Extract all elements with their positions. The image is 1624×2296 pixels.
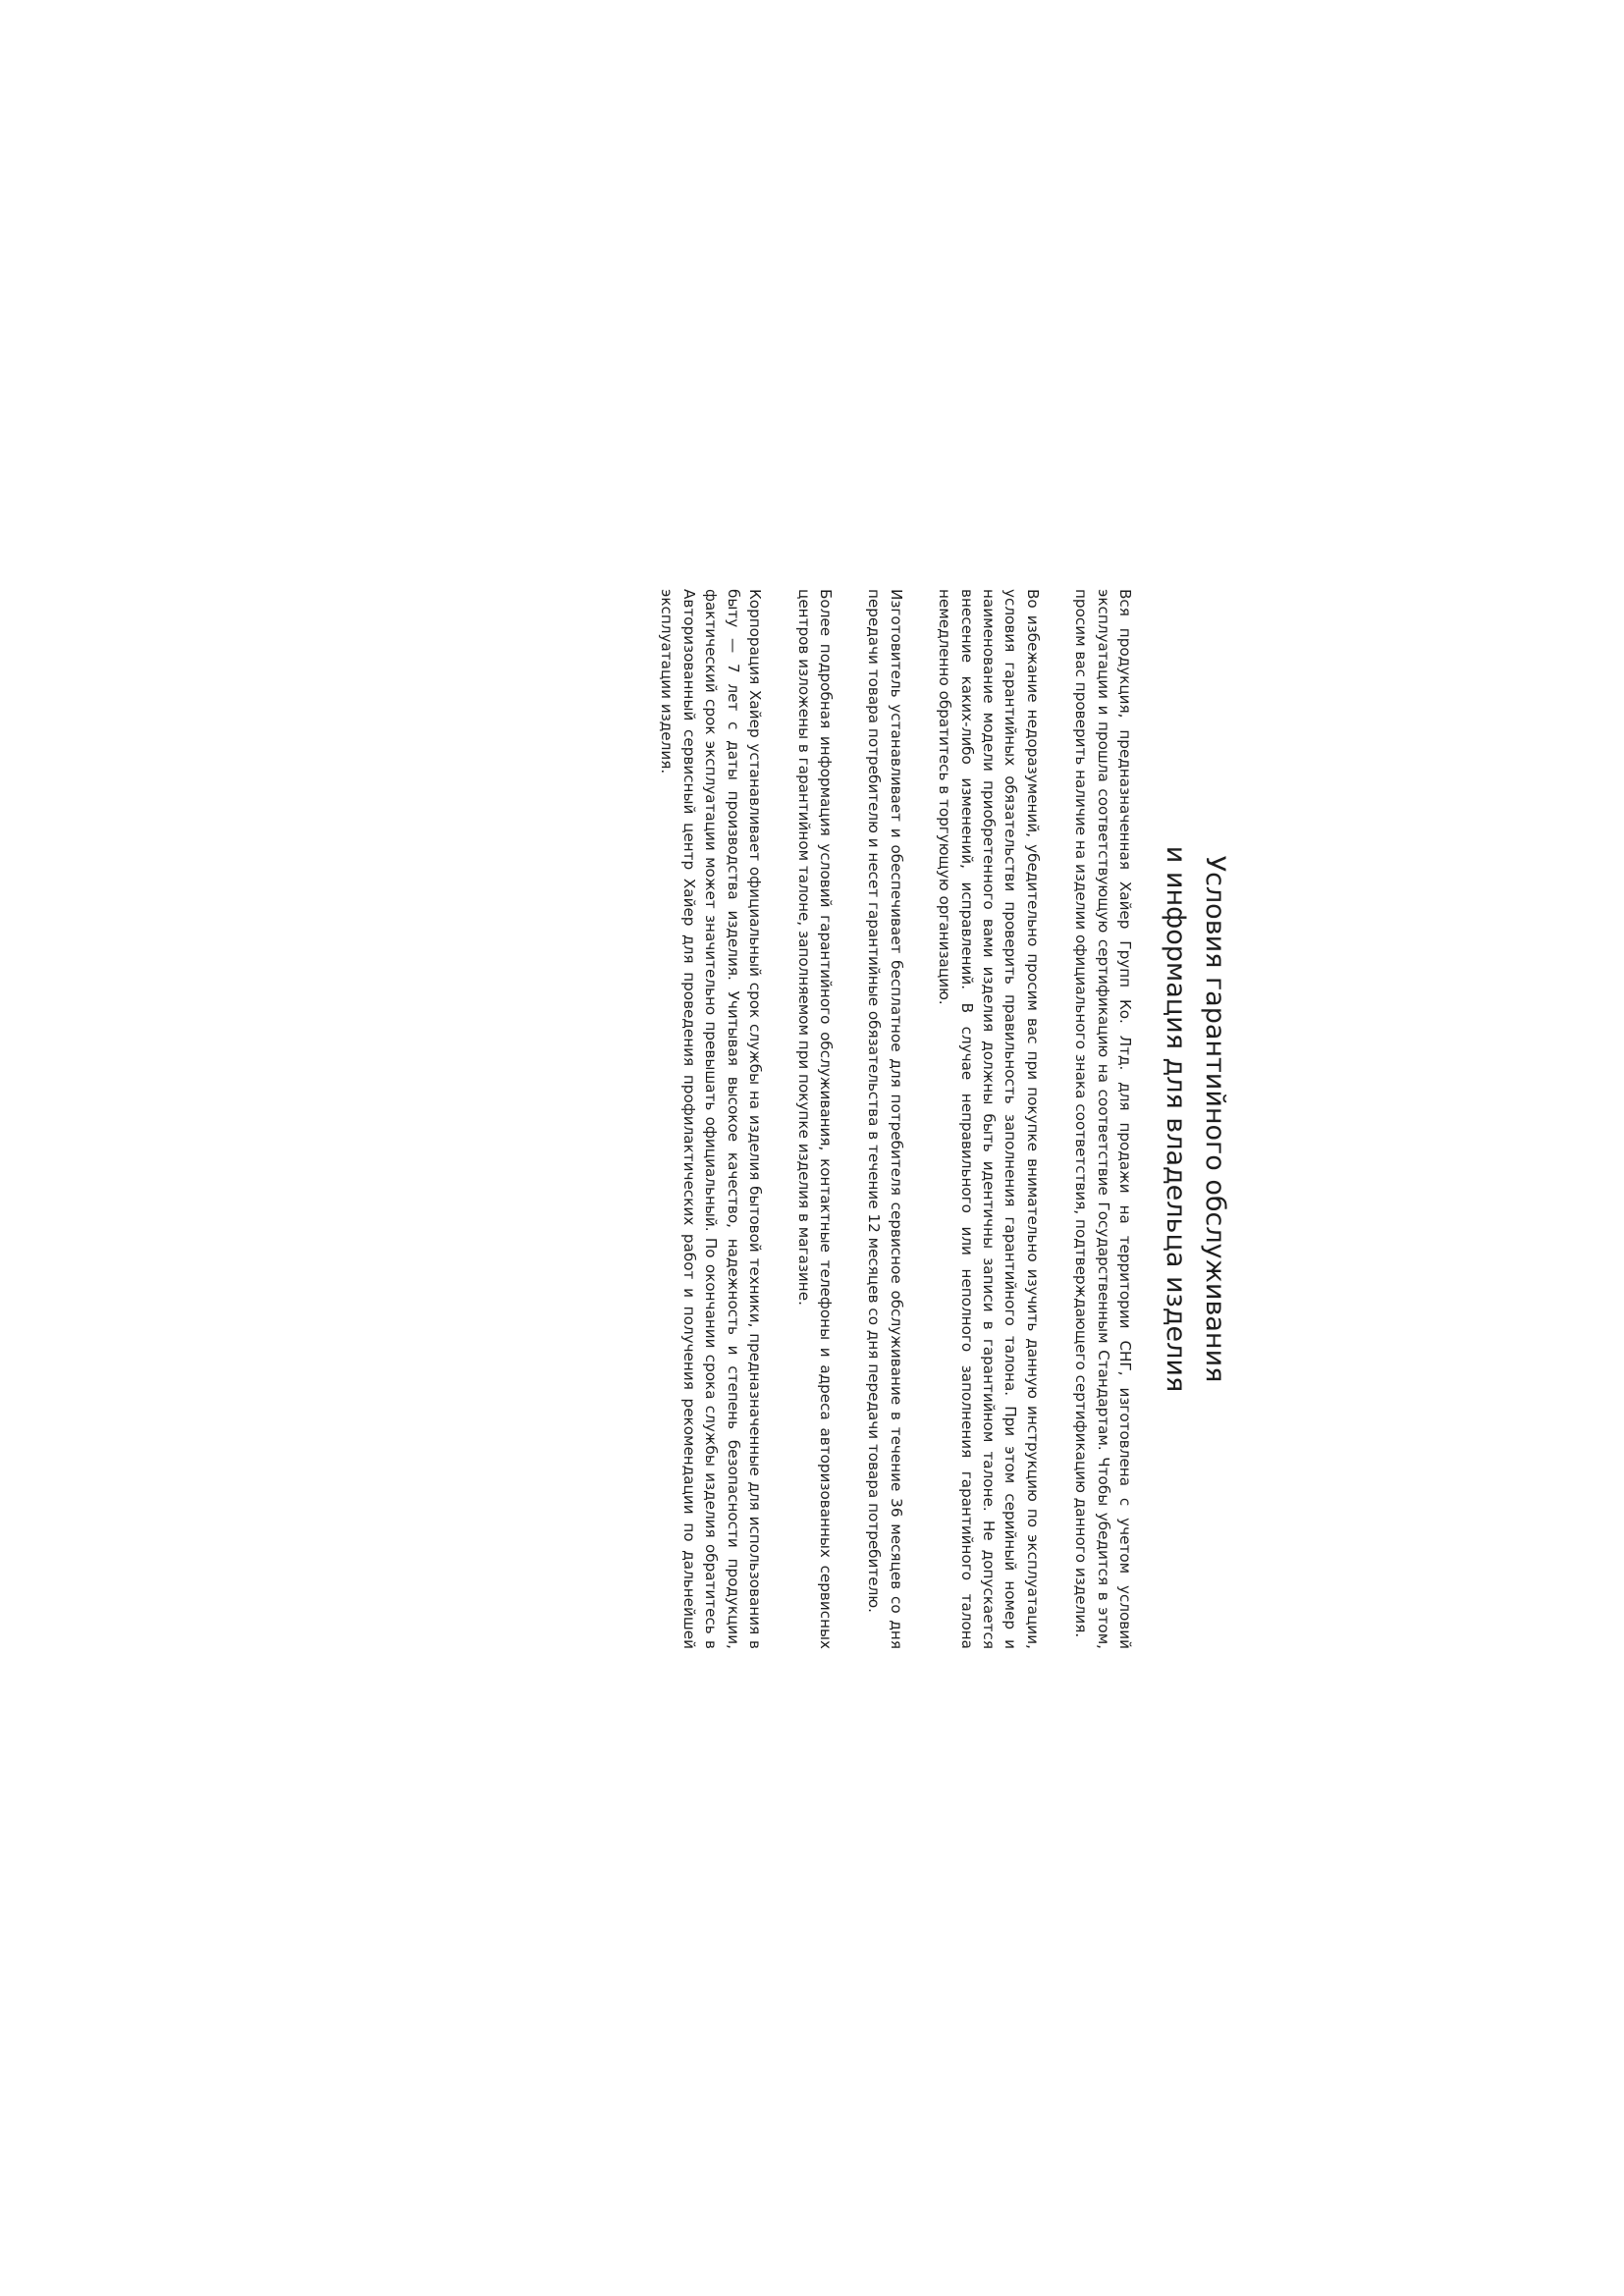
paragraph-service-life: Корпорация Хайер устанавливает официальный срок службы на изделия бытовой техники, предназначенные для использования в быту — 7 лет с даты производства изделия. Учитывая высокое качество, надежность и степень безопасности продукции, фактический срок эксплуатации может значительно превышать официальный. По окончании срока службы изделия обратитесь в Авторизованный сервисный центр Хайер для проведения профилактических работ и получения рекомендации по дальнейшей эксплуатации изделия. (658, 589, 765, 1649)
paragraph-certification: Вся продукция, предназначенная Хайер Групп Ко. Лтд. для продажи на территории СНГ, изготовлена с учетом условий эксплуатации и прошла соответствующую сертификацию на соответствие Государственным Стандартам. Чтобы убедится в этом, просим вас проверить наличие на изделии официального знака соответствия, подтверждающего сертификацию данного изделия. (1072, 589, 1134, 1649)
paragraph-instructions: Во избежание недоразумений, убедительно просим вас при покупке внимательно изучить данную инструкцию по эксплуатации, условия гарантийных обязательстви проверить правильность заполнения гарантийного талона. При этом серийный номер и наименование модели приобретенного вами изделия должны быть идентичны записи в гарантийном талоне. Не допускается внесение каких-либо изменений, исправлений. В случае неправильного или неполного заполнения гарантийного талона немедленно обратитесь в торгующую организацию. (936, 589, 1042, 1649)
paragraph-service-terms: Изготовитель устанавливает и обеспечивает бесплатное для потребителя сервисное обслуживание в течение 36 месяцев со дня передачи товара потребителю и несет гарантийные обязательства в течение 12 месяцев со дня передачи товара потребителю. (865, 589, 905, 1649)
title-line-1: Условия гарантийного обслуживания (1200, 855, 1230, 1383)
page-title (1156, 589, 1234, 1649)
paragraph-service-centers: Более подробная информация условий гарантийного обслуживания, контактные телефоны и адреса авторизованных сервисных центров изложены в гарантийном талоне, заполняемом при покупке изделия в магазине. (794, 589, 835, 1649)
title-line-2: и информация для владельца изделия (1161, 845, 1191, 1393)
rotated-content (390, 589, 1234, 1649)
